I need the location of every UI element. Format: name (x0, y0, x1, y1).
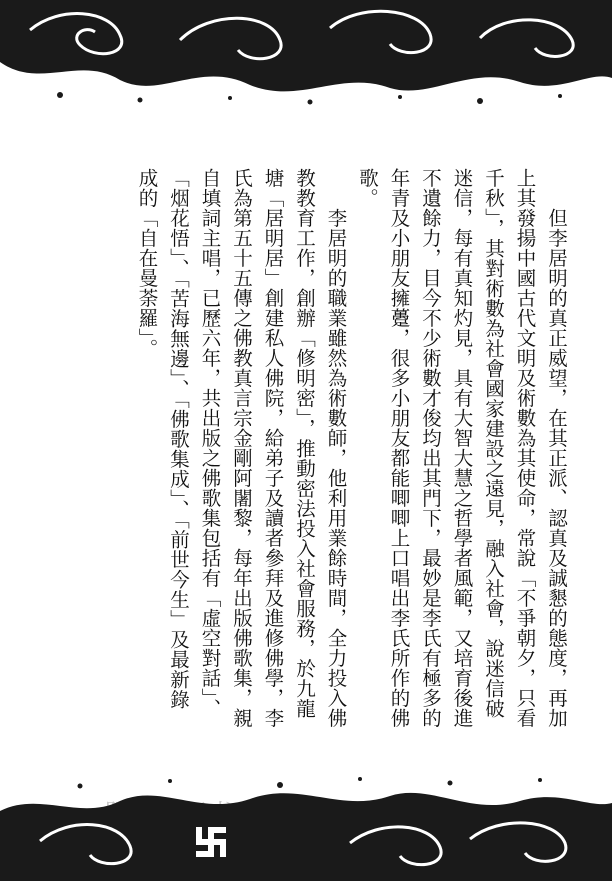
swastika-icon (196, 827, 226, 857)
paragraph-2: 李居明的職業雖然為術數師，他利用業餘時間，全力投入佛教教育工作，創辦「修明密」，推動密法投入社會服務，於九龍塘「居明居」創建私人佛院，給弟子及讀者參拜及進修佛學，李氏為第五十五傳之佛教真言宗金剛阿闍黎，每年出版佛歌集，親自填詞主唱，已歷六年，共出版之佛歌集包括有「虛空對話」、「烟花悟」、「苦海無邊」、「佛歌集成」、「前世今生」及最新錄成的「自在曼荼羅」。 (135, 168, 348, 728)
top-cloud-border (0, 0, 612, 110)
body-text (32, 168, 572, 728)
bottom-cloud-border (0, 771, 612, 881)
paragraph-1: 但李居明的真正威望，在其正派、認真及誠懇的態度，再加上其發揚中國古代文明及術數為其使命，常說「不爭朝夕，只看千秋」，其對術數為社會國家建設之遠見，融入社會，說迷信破迷信，每有真知灼見，具有大智大慧之哲學者風範，又培育後進不遺餘力，目今不少術數才俊均出其門下，最妙是李氏有極多的年青及小朋友擁躉，很多小朋友都能唧唧上口唱出李氏所作的佛歌。 (356, 168, 568, 728)
